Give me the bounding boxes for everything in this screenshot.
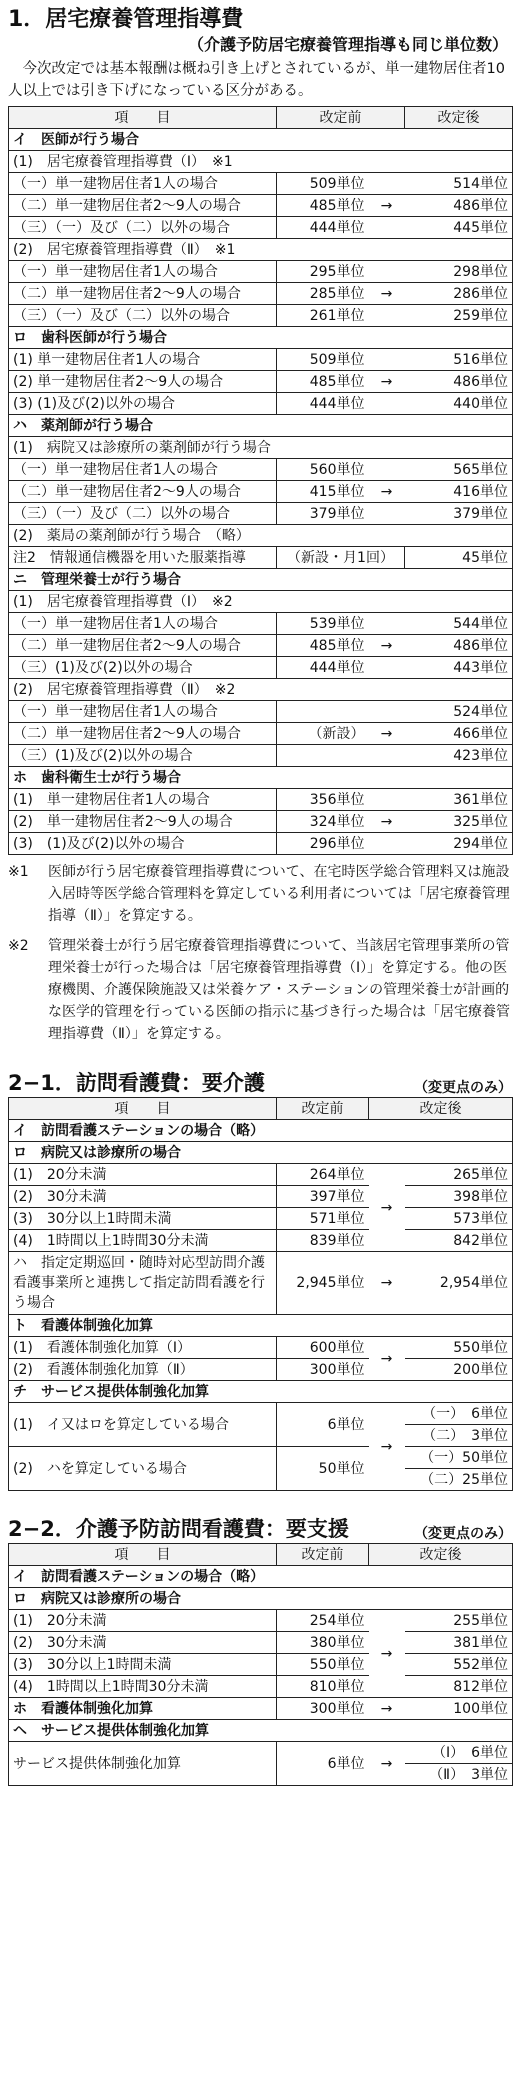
row-label: （二）単一建物居住者2〜9人の場合 (9, 723, 277, 745)
row-label: チ サービス提供体制強化加算 (9, 1381, 513, 1403)
table-row (9, 481, 513, 503)
note-text: 医師が行う居宅療養管理指導費について、在宅時医学総合管理料又は施設入居時等医学総合管理料を算定している利用者については「居宅療養管理指導（Ⅱ）」を算定する。 (48, 864, 510, 924)
after-value: 294単位 (405, 833, 513, 855)
before-value: 560単位 (277, 459, 369, 481)
after-value: 486単位 (405, 195, 513, 217)
row-label: (2) 単一建物居住者2〜9人の場合 (9, 811, 277, 833)
arrow: → (369, 1698, 405, 1720)
section22-heading (8, 1515, 512, 1543)
after-value: 381単位 (405, 1632, 513, 1654)
before-value: 380単位 (277, 1632, 369, 1654)
table-row (9, 613, 513, 635)
row-label: (3) 30分以上1時間未満 (9, 1208, 277, 1230)
row-label: (1) 単一建物居住者1人の場合 (9, 789, 277, 811)
before-value: 485単位 (277, 635, 369, 657)
row-label: ヘ サービス提供体制強化加算 (9, 1720, 513, 1742)
table-row (9, 459, 513, 481)
table-row (9, 547, 513, 569)
arrow: → (369, 371, 405, 393)
arrow: → (369, 1610, 405, 1698)
after-value: 416単位 (405, 481, 513, 503)
table-row (9, 811, 513, 833)
table-row (9, 1252, 513, 1315)
after-value: 265単位 (405, 1164, 513, 1186)
before-value: 324単位 (277, 811, 369, 833)
table-row (9, 591, 513, 613)
after-value: 325単位 (405, 811, 513, 833)
section22-title: 2−2．介護予防訪問看護費：要支援 (8, 1517, 349, 1541)
arrow: → (369, 811, 405, 833)
before-value: 356単位 (277, 789, 369, 811)
before-value: 444単位 (277, 657, 369, 679)
table-row (9, 1142, 513, 1164)
row-label: （二）単一建物居住者2〜9人の場合 (9, 283, 277, 305)
after-value: 466単位 (405, 723, 513, 745)
row-label: サービス提供体制強化加算 (9, 1742, 277, 1786)
before-value: 444単位 (277, 217, 369, 239)
after-value: （二） 3単位 (405, 1425, 513, 1447)
row-label: (2) ハを算定している場合 (9, 1447, 277, 1491)
before-value: （新設・月1回） (277, 547, 405, 569)
table-row (9, 635, 513, 657)
row-label: （三）（一）及び（二）以外の場合 (9, 305, 277, 327)
table-row (9, 1403, 513, 1425)
table-row (9, 701, 513, 723)
after-value: （二）25単位 (405, 1469, 513, 1491)
section1-intro: 今次改定では基本報酬は概ね引き上げとされているが、単一建物居住者10人以上では引き下げになっている区分がある。 (8, 61, 505, 99)
table-row (9, 1632, 513, 1654)
after-value: 45単位 (405, 547, 513, 569)
section1-title: 1．居宅療養管理指導費 (8, 7, 244, 32)
before-value: 50単位 (277, 1447, 369, 1491)
row-label: (3) (1)及び(2)以外の場合 (9, 393, 277, 415)
table-row (9, 327, 513, 349)
row-label: (2) 30分未満 (9, 1632, 277, 1654)
row-label: （一）単一建物居住者1人の場合 (9, 261, 277, 283)
row-label: （三）(1)及び(2)以外の場合 (9, 657, 277, 679)
after-value: 423単位 (405, 745, 513, 767)
table-row (9, 173, 513, 195)
after-value: 524単位 (405, 701, 513, 723)
after-value: 544単位 (405, 613, 513, 635)
row-label: ロ 歯科医師が行う場合 (9, 327, 513, 349)
after-value: 573単位 (405, 1208, 513, 1230)
before-value: 379単位 (277, 503, 369, 525)
row-label: ニ 管理栄養士が行う場合 (9, 569, 513, 591)
table-row (9, 1654, 513, 1676)
after-value: 445単位 (405, 217, 513, 239)
after-value: 842単位 (405, 1230, 513, 1252)
before-value: 300単位 (277, 1359, 369, 1381)
table-row (9, 261, 513, 283)
row-label: (1) 単一建物居住者1人の場合 (9, 349, 277, 371)
before-value: 444単位 (277, 393, 369, 415)
table-row (9, 833, 513, 855)
table-row (9, 217, 513, 239)
table-row (9, 723, 513, 745)
table-row (9, 437, 513, 459)
table-row (9, 1359, 513, 1381)
section1-subtitle: （介護予防居宅療養管理指導も同じ単位数） (187, 35, 508, 54)
row-label: (3) (1)及び(2)以外の場合 (9, 833, 277, 855)
row-label: (2) 薬局の薬剤師が行う場合 （略） (9, 525, 513, 547)
after-value: 486単位 (405, 635, 513, 657)
before-value (277, 745, 369, 767)
section21-table (8, 1097, 513, 1491)
section1-notes (8, 861, 512, 1045)
after-value: 550単位 (405, 1337, 513, 1359)
before-value: 6単位 (277, 1403, 369, 1447)
row-label: ロ 病院又は診療所の場合 (9, 1142, 513, 1164)
note-2 (8, 935, 512, 1045)
before-value: 509単位 (277, 173, 369, 195)
after-value: 379単位 (405, 503, 513, 525)
arrow: → (369, 1164, 405, 1252)
before-value: 415単位 (277, 481, 369, 503)
arrow (369, 261, 405, 283)
before-value: 264単位 (277, 1164, 369, 1186)
before-value: 261単位 (277, 305, 369, 327)
row-label: （一）単一建物居住者1人の場合 (9, 613, 277, 635)
table-row (9, 1315, 513, 1337)
before-value: （新設） (277, 723, 369, 745)
before-value: 485単位 (277, 371, 369, 393)
header-before: 改定前 (277, 1544, 369, 1566)
before-value: 397単位 (277, 1186, 369, 1208)
note-text: 管理栄養士が行う居宅療養管理指導費について、当該居宅管理事業所の管理栄養士が行った場合は「居宅療養管理指導費（Ⅰ）」を算定する。他の医療機関、介護保険施設又は栄養ケア・ステーションの管理栄養士が計画的な医学的管理を行っている医師の指示に基づき行った場合は「居宅療養管理指導費（Ⅱ）」を算定する。 (48, 938, 510, 1042)
table-row (9, 1120, 513, 1142)
table-row (9, 525, 513, 547)
note-mark: ※1 (8, 864, 29, 880)
table-row (9, 129, 513, 151)
row-label: (1) 看護体制強化加算（Ⅰ） (9, 1337, 277, 1359)
before-value: 600単位 (277, 1337, 369, 1359)
row-label: （二）単一建物居住者2〜9人の場合 (9, 195, 277, 217)
before-value: 810単位 (277, 1676, 369, 1698)
table-row (9, 1566, 513, 1588)
table-row (9, 1610, 513, 1632)
before-value: 285単位 (277, 283, 369, 305)
arrow (369, 173, 405, 195)
after-value: （一） 6単位 (405, 1403, 513, 1425)
section21-title: 2−1．訪問看護費：要介護 (8, 1071, 265, 1095)
row-label: (1) イ又はロを算定している場合 (9, 1403, 277, 1447)
table-row (9, 1230, 513, 1252)
header-item: 項 目 (9, 107, 277, 129)
after-value: 361単位 (405, 789, 513, 811)
section21-subtitle: （変更点のみ） (414, 1080, 512, 1096)
before-value: 509単位 (277, 349, 369, 371)
after-value: 286単位 (405, 283, 513, 305)
table-row (9, 1186, 513, 1208)
table-row (9, 657, 513, 679)
table-row (9, 349, 513, 371)
arrow: → (369, 723, 405, 745)
table-row (9, 569, 513, 591)
table-row (9, 415, 513, 437)
row-label: （二）単一建物居住者2〜9人の場合 (9, 481, 277, 503)
table-row (9, 195, 513, 217)
row-label: (1) 居宅療養管理指導費（Ⅰ） ※2 (9, 591, 513, 613)
before-value: 300単位 (277, 1698, 369, 1720)
before-value (277, 701, 369, 723)
arrow: → (369, 481, 405, 503)
table-row (9, 1698, 513, 1720)
arrow: → (369, 195, 405, 217)
arrow: → (369, 1403, 405, 1491)
table-header-row (9, 1098, 513, 1120)
header-after: 改定後 (369, 1098, 513, 1120)
after-value: 398単位 (405, 1186, 513, 1208)
before-value: 539単位 (277, 613, 369, 635)
arrow (369, 459, 405, 481)
table-header-row (9, 1544, 513, 1566)
table-row (9, 1447, 513, 1469)
section1-table (8, 106, 513, 855)
row-label: （三）（一）及び（二）以外の場合 (9, 503, 277, 525)
header-item: 項 目 (9, 1098, 277, 1120)
row-label: (1) 病院又は診療所の薬剤師が行う場合 (9, 437, 513, 459)
table-row (9, 1588, 513, 1610)
row-label: イ 訪問看護ステーションの場合（略） (9, 1566, 513, 1588)
arrow (369, 613, 405, 635)
arrow (369, 789, 405, 811)
row-label: (3) 30分以上1時間未満 (9, 1654, 277, 1676)
arrow (369, 393, 405, 415)
before-value: 296単位 (277, 833, 369, 855)
after-value: 514単位 (405, 173, 513, 195)
row-label: (2) 単一建物居住者2〜9人の場合 (9, 371, 277, 393)
before-value: 6単位 (277, 1742, 369, 1786)
header-after: 改定後 (405, 107, 513, 129)
arrow: → (369, 635, 405, 657)
note-mark: ※2 (8, 938, 29, 954)
before-value: 839単位 (277, 1230, 369, 1252)
header-item: 項 目 (9, 1544, 277, 1566)
row-label: （一）単一建物居住者1人の場合 (9, 173, 277, 195)
section22-subtitle: （変更点のみ） (414, 1526, 512, 1542)
row-label: ホ 看護体制強化加算 (9, 1698, 277, 1720)
table-row (9, 503, 513, 525)
row-label: ホ 歯科衛生士が行う場合 (9, 767, 513, 789)
after-value: 259単位 (405, 305, 513, 327)
arrow (369, 503, 405, 525)
before-value: 295単位 (277, 261, 369, 283)
table-row (9, 767, 513, 789)
row-label: (1) 20分未満 (9, 1610, 277, 1632)
table-row (9, 1720, 513, 1742)
table-row (9, 679, 513, 701)
arrow: → (369, 1337, 405, 1381)
arrow: → (369, 283, 405, 305)
row-label: 注2 情報通信機器を用いた服薬指導 (9, 547, 277, 569)
table-row (9, 393, 513, 415)
table-row (9, 1742, 513, 1764)
before-value: 254単位 (277, 1610, 369, 1632)
arrow (369, 349, 405, 371)
section22-table (8, 1543, 513, 1786)
table-row (9, 239, 513, 261)
before-value: 571単位 (277, 1208, 369, 1230)
row-label: (4) 1時間以上1時間30分未満 (9, 1676, 277, 1698)
header-before: 改定前 (277, 1098, 369, 1120)
after-value: 443単位 (405, 657, 513, 679)
row-label: ロ 病院又は診療所の場合 (9, 1588, 513, 1610)
row-label: ト 看護体制強化加算 (9, 1315, 513, 1337)
after-value: 298単位 (405, 261, 513, 283)
table-row (9, 789, 513, 811)
row-label: (2) 30分未満 (9, 1186, 277, 1208)
after-value: 255単位 (405, 1610, 513, 1632)
row-label: （三）(1)及び(2)以外の場合 (9, 745, 277, 767)
table-row (9, 1337, 513, 1359)
row-label: (2) 居宅療養管理指導費（Ⅱ） ※2 (9, 679, 513, 701)
table-row (9, 1676, 513, 1698)
arrow (369, 745, 405, 767)
arrow (369, 217, 405, 239)
section1-table-body (9, 129, 513, 855)
after-value: 552単位 (405, 1654, 513, 1676)
table-header-row (9, 107, 513, 129)
after-value: 812単位 (405, 1676, 513, 1698)
table-row (9, 1381, 513, 1403)
row-label: (2) 居宅療養管理指導費（Ⅱ） ※1 (9, 239, 513, 261)
before-value: 485単位 (277, 195, 369, 217)
table-row (9, 745, 513, 767)
table-row (9, 151, 513, 173)
after-value: 565単位 (405, 459, 513, 481)
row-label: ハ 指定定期巡回・随時対応型訪問介護看護事業所と連携して指定訪問看護を行う場合 (9, 1252, 277, 1315)
arrow (369, 701, 405, 723)
row-label: （三）（一）及び（二）以外の場合 (9, 217, 277, 239)
table-row (9, 283, 513, 305)
note-1 (8, 861, 512, 927)
header-before: 改定前 (277, 107, 405, 129)
table-row (9, 1164, 513, 1186)
row-label: （一）単一建物居住者1人の場合 (9, 701, 277, 723)
after-value: （Ⅱ） 3単位 (405, 1764, 513, 1786)
row-label: (4) 1時間以上1時間30分未満 (9, 1230, 277, 1252)
arrow: → (369, 1252, 405, 1315)
row-label: イ 訪問看護ステーションの場合（略） (9, 1120, 513, 1142)
before-value: 550単位 (277, 1654, 369, 1676)
after-value: 516単位 (405, 349, 513, 371)
after-value: 486単位 (405, 371, 513, 393)
row-label: (1) 居宅療養管理指導費（Ⅰ） ※1 (9, 151, 513, 173)
after-value: （Ⅰ） 6単位 (405, 1742, 513, 1764)
row-label: ハ 薬剤師が行う場合 (9, 415, 513, 437)
row-label: （一）単一建物居住者1人の場合 (9, 459, 277, 481)
arrow (369, 657, 405, 679)
table-row (9, 305, 513, 327)
after-value: 100単位 (405, 1698, 513, 1720)
arrow: → (369, 1742, 405, 1786)
table-row (9, 1208, 513, 1230)
row-label: （二）単一建物居住者2〜9人の場合 (9, 635, 277, 657)
table-row (9, 371, 513, 393)
after-value: （一）50単位 (405, 1447, 513, 1469)
after-value: 200単位 (405, 1359, 513, 1381)
header-after: 改定後 (369, 1544, 513, 1566)
arrow (369, 833, 405, 855)
after-value: 440単位 (405, 393, 513, 415)
after-value: 2,954単位 (405, 1252, 513, 1315)
arrow (369, 305, 405, 327)
row-label: (2) 看護体制強化加算（Ⅱ） (9, 1359, 277, 1381)
row-label: (1) 20分未満 (9, 1164, 277, 1186)
row-label: イ 医師が行う場合 (9, 129, 513, 151)
before-value: 2,945単位 (277, 1252, 369, 1315)
section21-heading (8, 1069, 512, 1097)
